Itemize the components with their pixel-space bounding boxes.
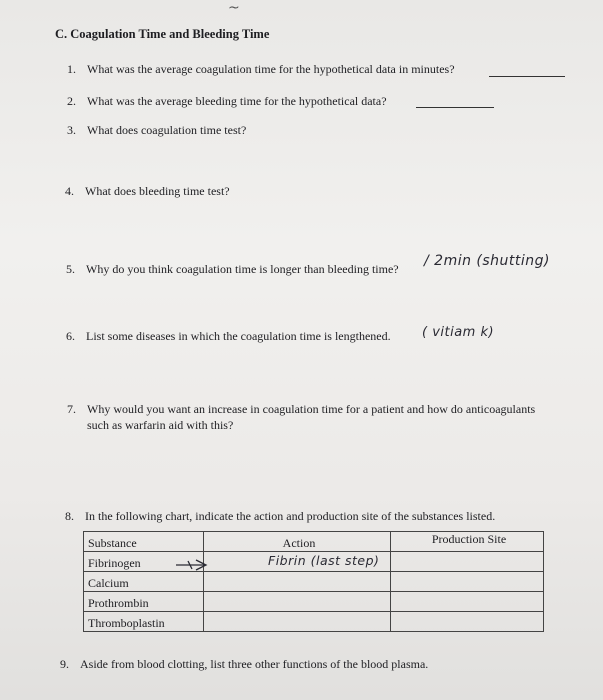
chart-header-action-label: Action	[282, 536, 316, 550]
question-6-number: 6.	[66, 329, 75, 343]
question-5-text: Why do you think coagulation time is longer than bleeding time?	[86, 262, 399, 276]
question-1-answer-line[interactable]	[489, 76, 565, 77]
question-4-text: What does bleeding time test?	[85, 184, 230, 198]
question-3-text: What does coagulation time test?	[87, 123, 247, 137]
question-6-handwritten-answer: ( vitiam k)	[422, 325, 495, 340]
question-5-number: 5.	[66, 262, 75, 276]
chart-row	[84, 552, 544, 572]
question-2-number: 2.	[67, 94, 76, 108]
chart-action-fibrinogen-handwriting: Fibrin (last step)	[268, 553, 380, 568]
question-6-text: List some diseases in which the coagulation time is lengthened.	[86, 329, 391, 343]
question-4-number: 4.	[65, 184, 74, 198]
question-8-text: In the following chart, indicate the action and production site of the substances listed.	[85, 509, 496, 523]
chart-action-prothrombin[interactable]	[204, 592, 391, 612]
chart-row	[84, 612, 544, 632]
question-8-number: 8.	[65, 509, 74, 523]
question-2-answer-line[interactable]	[416, 107, 494, 108]
question-1-number: 1.	[67, 62, 76, 76]
chart-substance-prothrombin: Prothrombin	[84, 592, 204, 612]
chart-action-calcium[interactable]	[204, 572, 391, 592]
question-2-text: What was the average bleeding time for the hypothetical data?	[87, 94, 387, 108]
top-pen-mark: ~	[228, 0, 241, 16]
chart-header-substance: Substance	[84, 532, 204, 552]
chart-row	[84, 572, 544, 592]
question-1-text: What was the average coagulation time for the hypothetical data in minutes?	[87, 62, 455, 76]
chart-header-row	[84, 532, 544, 552]
chart-site-prothrombin[interactable]	[391, 592, 544, 612]
chart-header-production-site: Production Site	[391, 532, 544, 552]
substance-chart	[83, 531, 544, 632]
chart-header-action	[204, 532, 391, 552]
question-9-text: Aside from blood clotting, list three other functions of the blood plasma.	[80, 657, 429, 671]
question-7-text: Why would you want an increase in coagulation time for a patient and how do anticoagulants	[87, 402, 536, 416]
question-3-number: 3.	[67, 123, 76, 137]
question-5-handwritten-answer: / 2min (shutting)	[424, 253, 551, 269]
chart-substance-thromboplastin: Thromboplastin	[84, 612, 204, 632]
handwritten-arrow-icon	[174, 558, 210, 572]
question-7-number: 7.	[67, 402, 76, 416]
chart-substance-fibrinogen: Fibrinogen	[84, 552, 204, 572]
chart-action-fibrinogen[interactable]	[204, 552, 391, 572]
chart-substance-calcium: Calcium	[84, 572, 204, 592]
chart-site-fibrinogen[interactable]	[391, 552, 544, 572]
chart-site-calcium[interactable]	[391, 572, 544, 592]
question-7-text-continued: such as warfarin aid with this?	[87, 418, 234, 432]
chart-action-thromboplastin[interactable]	[204, 612, 391, 632]
chart-row	[84, 592, 544, 612]
section-title: C. Coagulation Time and Bleeding Time	[55, 27, 270, 41]
question-9-number: 9.	[60, 657, 69, 671]
chart-site-thromboplastin[interactable]	[391, 612, 544, 632]
